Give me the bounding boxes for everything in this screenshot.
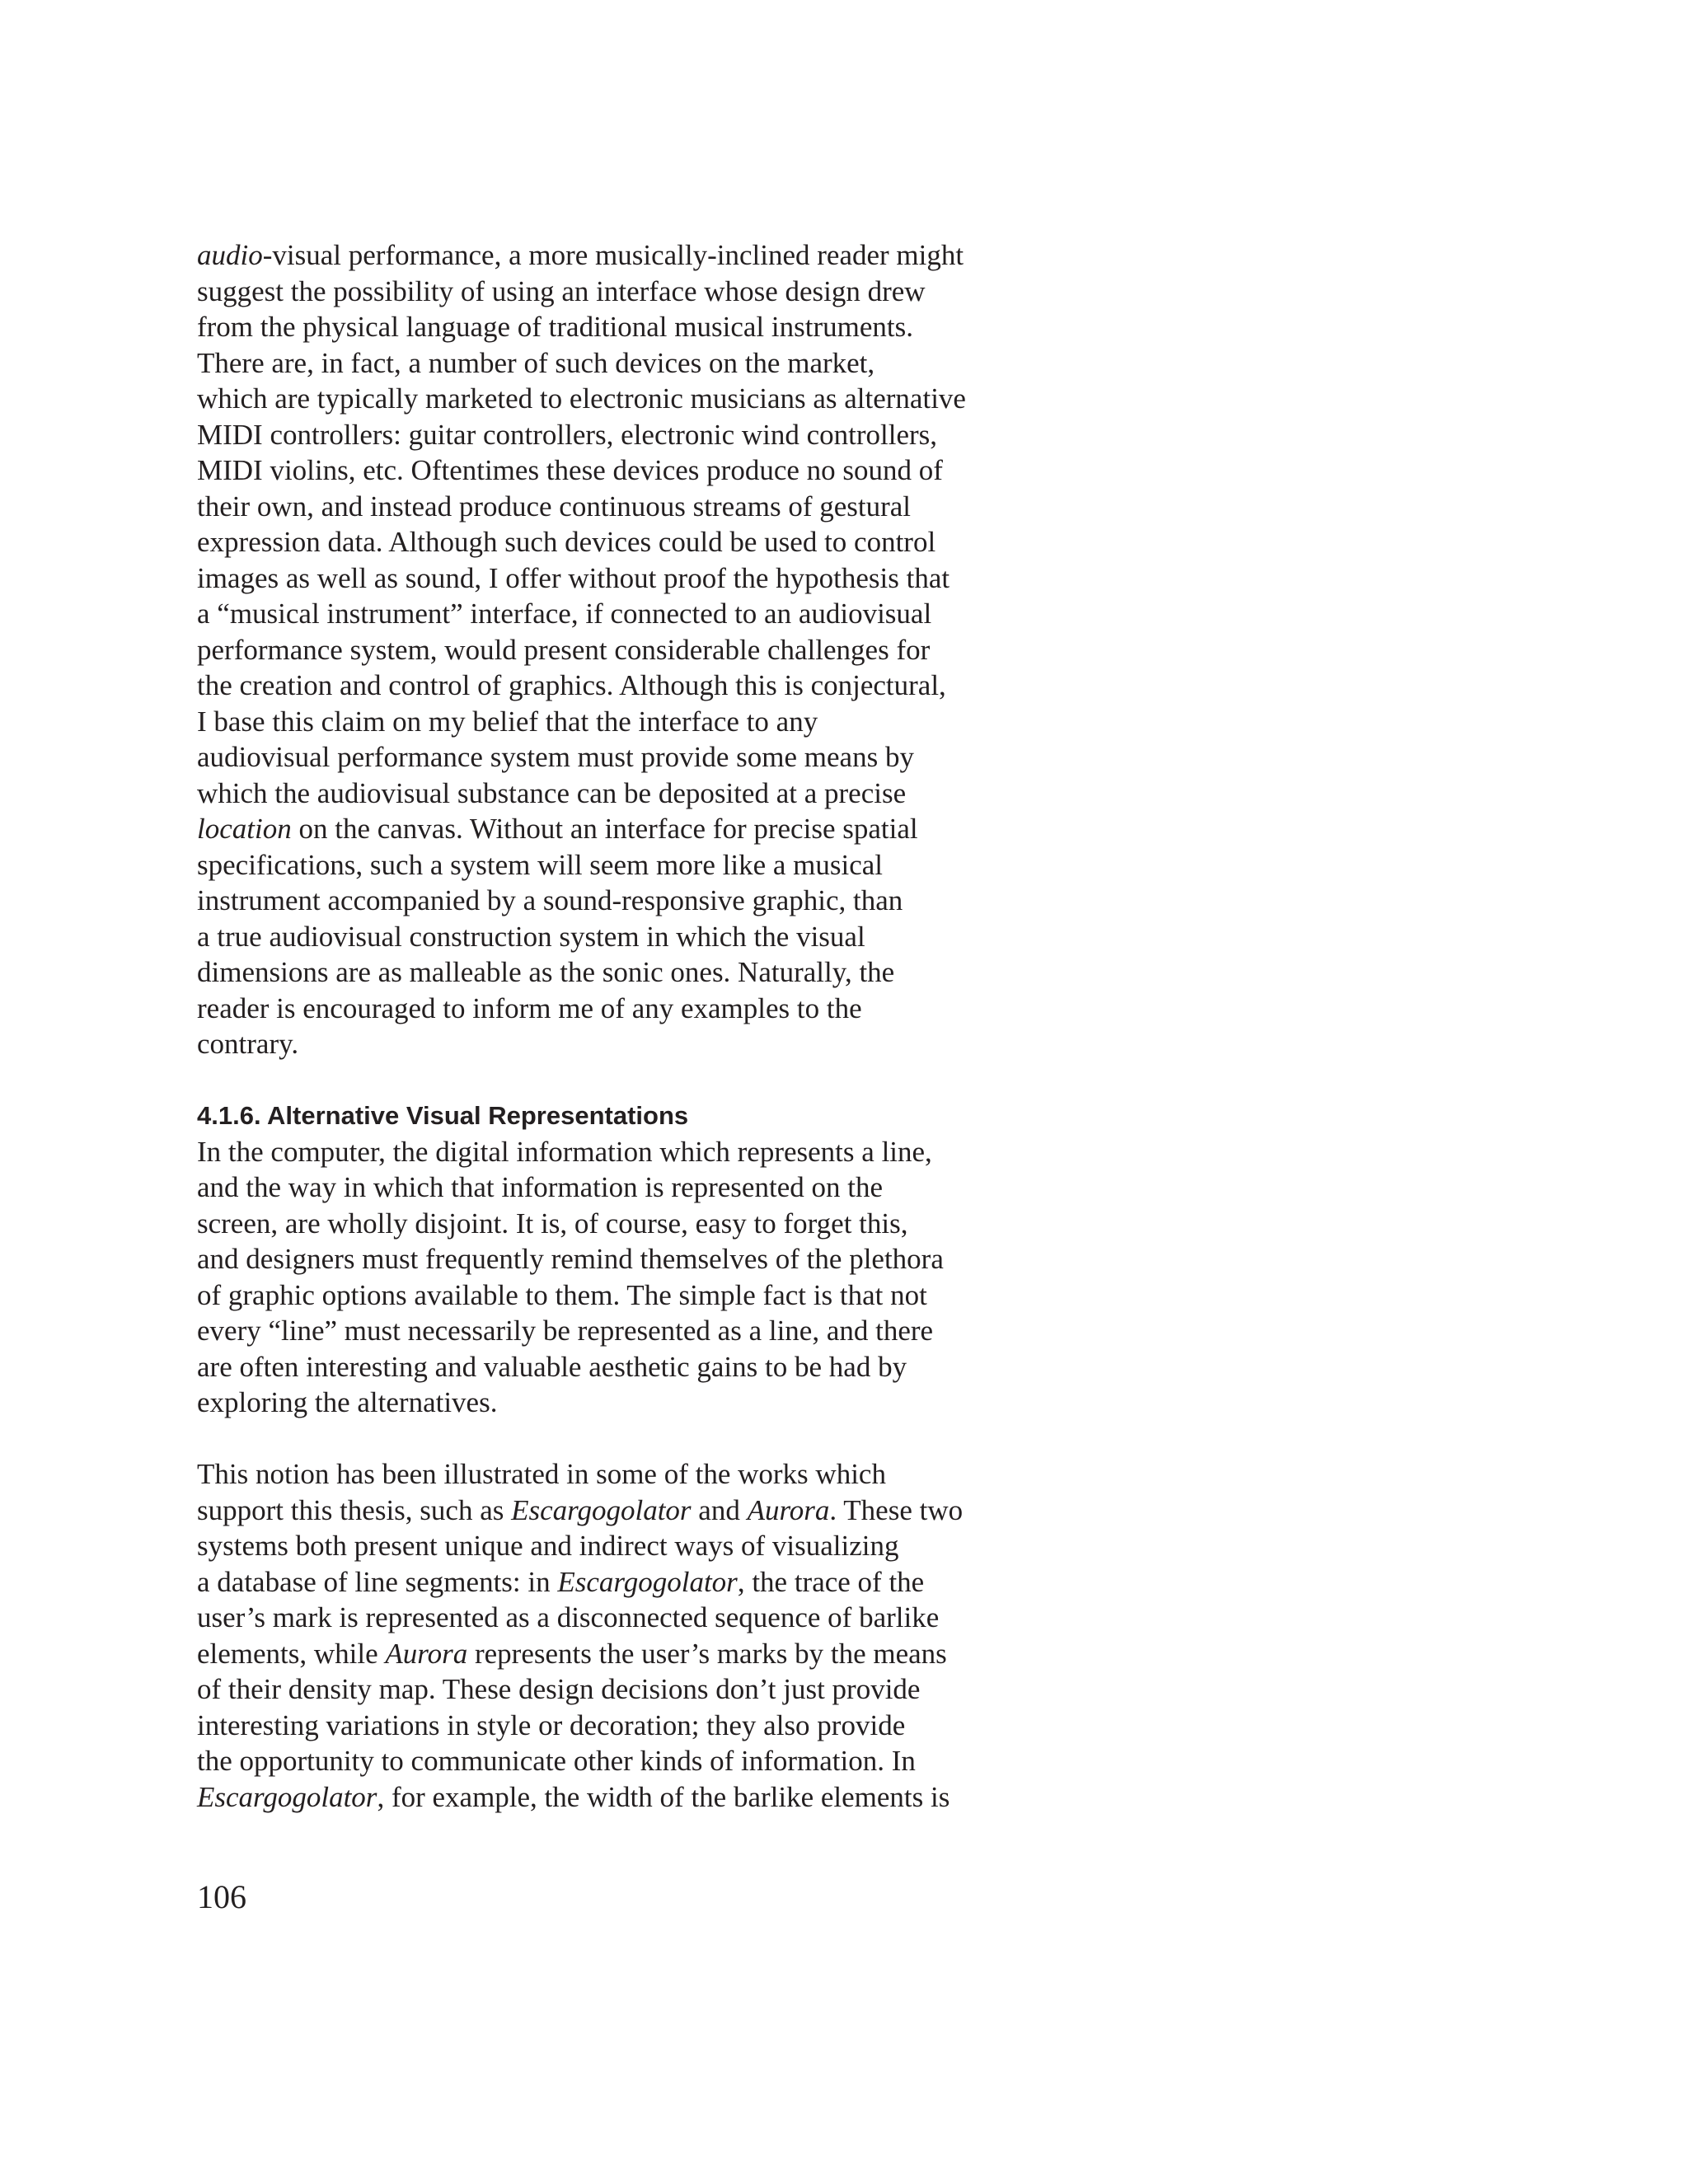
text-line	[197, 452, 1054, 489]
text-run: . These two	[829, 1493, 964, 1526]
italic-text: Escargogolator	[511, 1493, 692, 1526]
text-run: There are, in fact, a number of such devices on the market,	[197, 346, 875, 379]
text-line	[197, 1600, 1054, 1636]
text-line	[197, 1493, 1054, 1529]
paragraph-2	[197, 1134, 1054, 1421]
italic-text: Escargogolator	[557, 1565, 738, 1598]
text-line	[197, 1456, 1054, 1493]
text-run: audiovisual performance system must provide some means by	[197, 741, 914, 773]
text-line	[197, 345, 1054, 382]
text-run: performance system, would present considerable challenges for	[197, 633, 931, 666]
section-heading: 4.1.6. Alternative Visual Representations	[197, 1101, 689, 1130]
page-number: 106	[197, 1878, 246, 1915]
text-line	[197, 991, 1054, 1027]
text-run: the creation and control of graphics. Although this is conjectural,	[197, 669, 946, 701]
text-run: contrary.	[197, 1028, 299, 1060]
text-run: screen, are wholly disjoint. It is, of course, easy to forget this,	[197, 1207, 908, 1240]
text-run: on the canvas. Without an interface for precise spatial	[291, 813, 918, 845]
text-line	[197, 1779, 1054, 1816]
text-run: , for example, the width of the barlike elements is	[377, 1780, 950, 1813]
text-run: interesting variations in style or decoration; they also provide	[197, 1708, 906, 1741]
text-line	[197, 309, 1054, 345]
text-line	[197, 632, 1054, 668]
text-run: represents the user’s marks by the means	[467, 1637, 947, 1670]
text-run: are often interesting and valuable aesthetic gains to be had by	[197, 1350, 907, 1383]
text-line	[197, 560, 1054, 597]
text-run: from the physical language of traditional musical instruments.	[197, 311, 913, 343]
text-run: and the way in which that information is represented on the	[197, 1171, 883, 1203]
text-line	[197, 811, 1054, 847]
italic-text: Aurora	[747, 1493, 830, 1526]
text-line	[197, 1026, 1054, 1062]
text-line	[197, 274, 1054, 310]
text-run: user’s mark is represented as a disconnected sequence of barlike	[197, 1601, 940, 1633]
paragraph-3	[197, 1456, 1054, 1815]
text-run: every “line” must necessarily be represented as a line, and there	[197, 1315, 934, 1347]
paragraph-gap	[197, 1062, 1054, 1099]
text-line	[197, 1277, 1054, 1314]
text-line	[197, 489, 1054, 525]
text-line	[197, 883, 1054, 919]
text-line	[197, 1636, 1054, 1672]
text-line	[197, 417, 1054, 453]
text-line	[197, 1313, 1054, 1349]
text-run: images as well as sound, I offer without proof the hypothesis that	[197, 561, 950, 594]
text-run: which are typically marketed to electronic musicians as alternative	[197, 382, 966, 415]
italic-text: audio	[197, 239, 263, 271]
text-run: the opportunity to communicate other kinds of information. In	[197, 1745, 916, 1777]
text-line	[197, 1528, 1054, 1564]
text-line	[197, 1743, 1054, 1779]
text-run: a “musical instrument” interface, if connected to an audiovisual	[197, 598, 932, 630]
text-run: elements, while	[197, 1637, 386, 1670]
text-line	[197, 847, 1054, 883]
text-run: This notion has been illustrated in some of the works which	[197, 1458, 886, 1490]
text-run: suggest the possibility of using an interface whose design drew	[197, 274, 926, 307]
text-run: expression data. Although such devices could be used to control	[197, 526, 936, 558]
text-line	[197, 776, 1054, 812]
italic-text: Aurora	[385, 1637, 468, 1670]
text-line	[197, 1385, 1054, 1421]
text-line	[197, 1349, 1054, 1385]
text-line	[197, 1134, 1054, 1170]
text-run: which the audiovisual substance can be deposited at a precise	[197, 776, 907, 809]
text-run: support this thesis, such as	[197, 1493, 512, 1526]
text-run: of graphic options available to them. The simple fact is that not	[197, 1278, 927, 1311]
italic-text: location	[197, 813, 292, 845]
text-run: and designers must frequently remind themselves of the plethora	[197, 1243, 944, 1275]
text-line	[197, 668, 1054, 704]
text-line	[197, 381, 1054, 417]
text-run: and	[691, 1493, 748, 1526]
text-run: In the computer, the digital information which represents a line,	[197, 1135, 932, 1168]
text-line	[197, 596, 1054, 632]
text-run: a true audiovisual construction system in which the visual	[197, 920, 865, 953]
text-run: -visual performance, a more musically-inclined reader might	[262, 239, 964, 271]
text-run: specifications, such a system will seem more like a musical	[197, 848, 884, 881]
text-line	[197, 1671, 1054, 1708]
text-line	[197, 704, 1054, 740]
italic-text: Escargogolator	[197, 1780, 377, 1813]
text-run: dimensions are as malleable as the sonic ones. Naturally, the	[197, 956, 895, 988]
text-line	[197, 919, 1054, 955]
text-run: a database of line segments: in	[197, 1565, 558, 1598]
body-text	[197, 237, 1054, 1815]
text-run: , the trace of the	[737, 1565, 925, 1598]
text-run: of their density map. These design decisions don’t just provide	[197, 1673, 921, 1705]
paragraph-gap	[197, 1421, 1054, 1457]
text-run: their own, and instead produce continuous streams of gestural	[197, 490, 912, 523]
text-line	[197, 1564, 1054, 1601]
text-run: MIDI violins, etc. Oftentimes these devices produce no sound of	[197, 454, 943, 486]
text-run: instrument accompanied by a sound-responsive graphic, than	[197, 884, 903, 916]
text-line	[197, 1169, 1054, 1206]
text-line	[197, 1206, 1054, 1242]
text-line	[197, 524, 1054, 560]
text-run: MIDI controllers: guitar controllers, electronic wind controllers,	[197, 418, 938, 451]
text-line	[197, 1708, 1054, 1744]
text-run: I base this claim on my belief that the interface to any	[197, 705, 818, 738]
text-run: systems both present unique and indirect ways of visualizing	[197, 1530, 899, 1562]
text-run: reader is encouraged to inform me of any examples to the	[197, 991, 862, 1024]
text-run: exploring the alternatives.	[197, 1386, 498, 1418]
paragraph-1	[197, 237, 1054, 1062]
text-line	[197, 954, 1054, 991]
text-line	[197, 237, 1054, 274]
text-line	[197, 1241, 1054, 1277]
text-line	[197, 739, 1054, 776]
